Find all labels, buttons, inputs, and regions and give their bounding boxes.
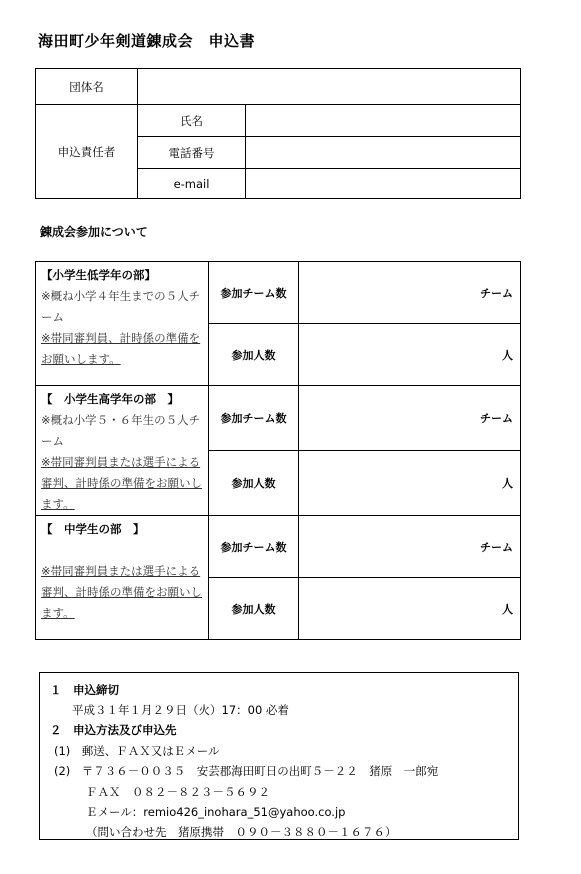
- team-count-label: 参加チーム数: [209, 262, 299, 324]
- deadline-heading: １ 申込締切: [50, 683, 119, 697]
- phone-field[interactable]: [246, 137, 521, 169]
- participant-count-field[interactable]: 人: [299, 324, 521, 386]
- participant-count-label: 参加人数: [209, 578, 299, 640]
- division-description: [36, 262, 209, 386]
- deadline-text: 平成３１年１月２９日（火）17：00 必着: [72, 703, 289, 717]
- division-note: ※帯同審判員、計時係の準備をお願いします。: [41, 331, 201, 366]
- division-description: [36, 386, 209, 516]
- responsible-person-label: 申込責任者: [36, 105, 138, 199]
- participant-count-field[interactable]: 人: [299, 451, 521, 516]
- phone-label: 電話番号: [138, 137, 246, 169]
- group-name-field[interactable]: [138, 69, 521, 105]
- team-count-label: 参加チーム数: [209, 516, 299, 578]
- method-2-address: (2) 〒７３６－００３５ 安芸郡海田町日の出町５－２２ 猪原 一郎宛: [54, 764, 439, 778]
- division-note: ※帯同審判員または選手による審判、計時係の準備をお願いします。: [41, 455, 202, 511]
- page-title: 海田町少年剣道錬成会 申込書: [38, 32, 256, 50]
- division-category: 【小学生低学年の部】: [41, 268, 156, 282]
- team-count-label: 参加チーム数: [209, 386, 299, 451]
- participant-count-label: 参加人数: [209, 451, 299, 516]
- team-count-field[interactable]: チーム: [299, 386, 521, 451]
- participant-count-field[interactable]: 人: [299, 578, 521, 640]
- team-count-field[interactable]: チーム: [299, 262, 521, 324]
- division-description: [36, 516, 209, 640]
- contact-info: （問い合わせ先 猪原携帯 ０９０－３８８０－１６７６）: [86, 825, 397, 839]
- name-label: 氏名: [138, 105, 246, 137]
- applicant-table: [35, 68, 521, 199]
- division-note: ※帯同審判員または選手による審判、計時係の準備をお願いします。: [41, 564, 202, 620]
- team-count-field[interactable]: チーム: [299, 516, 521, 578]
- participation-heading: 錬成会参加について: [40, 225, 148, 239]
- division-note: [41, 540, 208, 561]
- division-note: ※概ね小学５・６年生の５人チーム: [41, 413, 201, 448]
- participant-count-label: 参加人数: [209, 324, 299, 386]
- method-1: (1) 郵送、ＦＡＸ又はＥメール: [54, 744, 220, 758]
- participation-table: [35, 261, 521, 640]
- fax-number: ＦＡＸ ０８２－８２３－５６９２: [86, 785, 270, 799]
- division-category: 【 小学生高学年の部 】: [41, 392, 179, 406]
- email-field[interactable]: [246, 169, 521, 199]
- method-heading: ２ 申込方法及び申込先: [50, 723, 177, 737]
- email-label: e-mail: [138, 169, 246, 199]
- group-name-label: 団体名: [36, 69, 138, 105]
- division-category: 【 中学生の部 】: [41, 522, 145, 536]
- name-field[interactable]: [246, 105, 521, 137]
- division-note: ※概ね小学４年生までの５人チーム: [41, 289, 201, 324]
- email-address[interactable]: Ｅメール：remio426_inohara_51@yahoo.co.jp: [86, 805, 346, 819]
- info-box: [39, 672, 519, 840]
